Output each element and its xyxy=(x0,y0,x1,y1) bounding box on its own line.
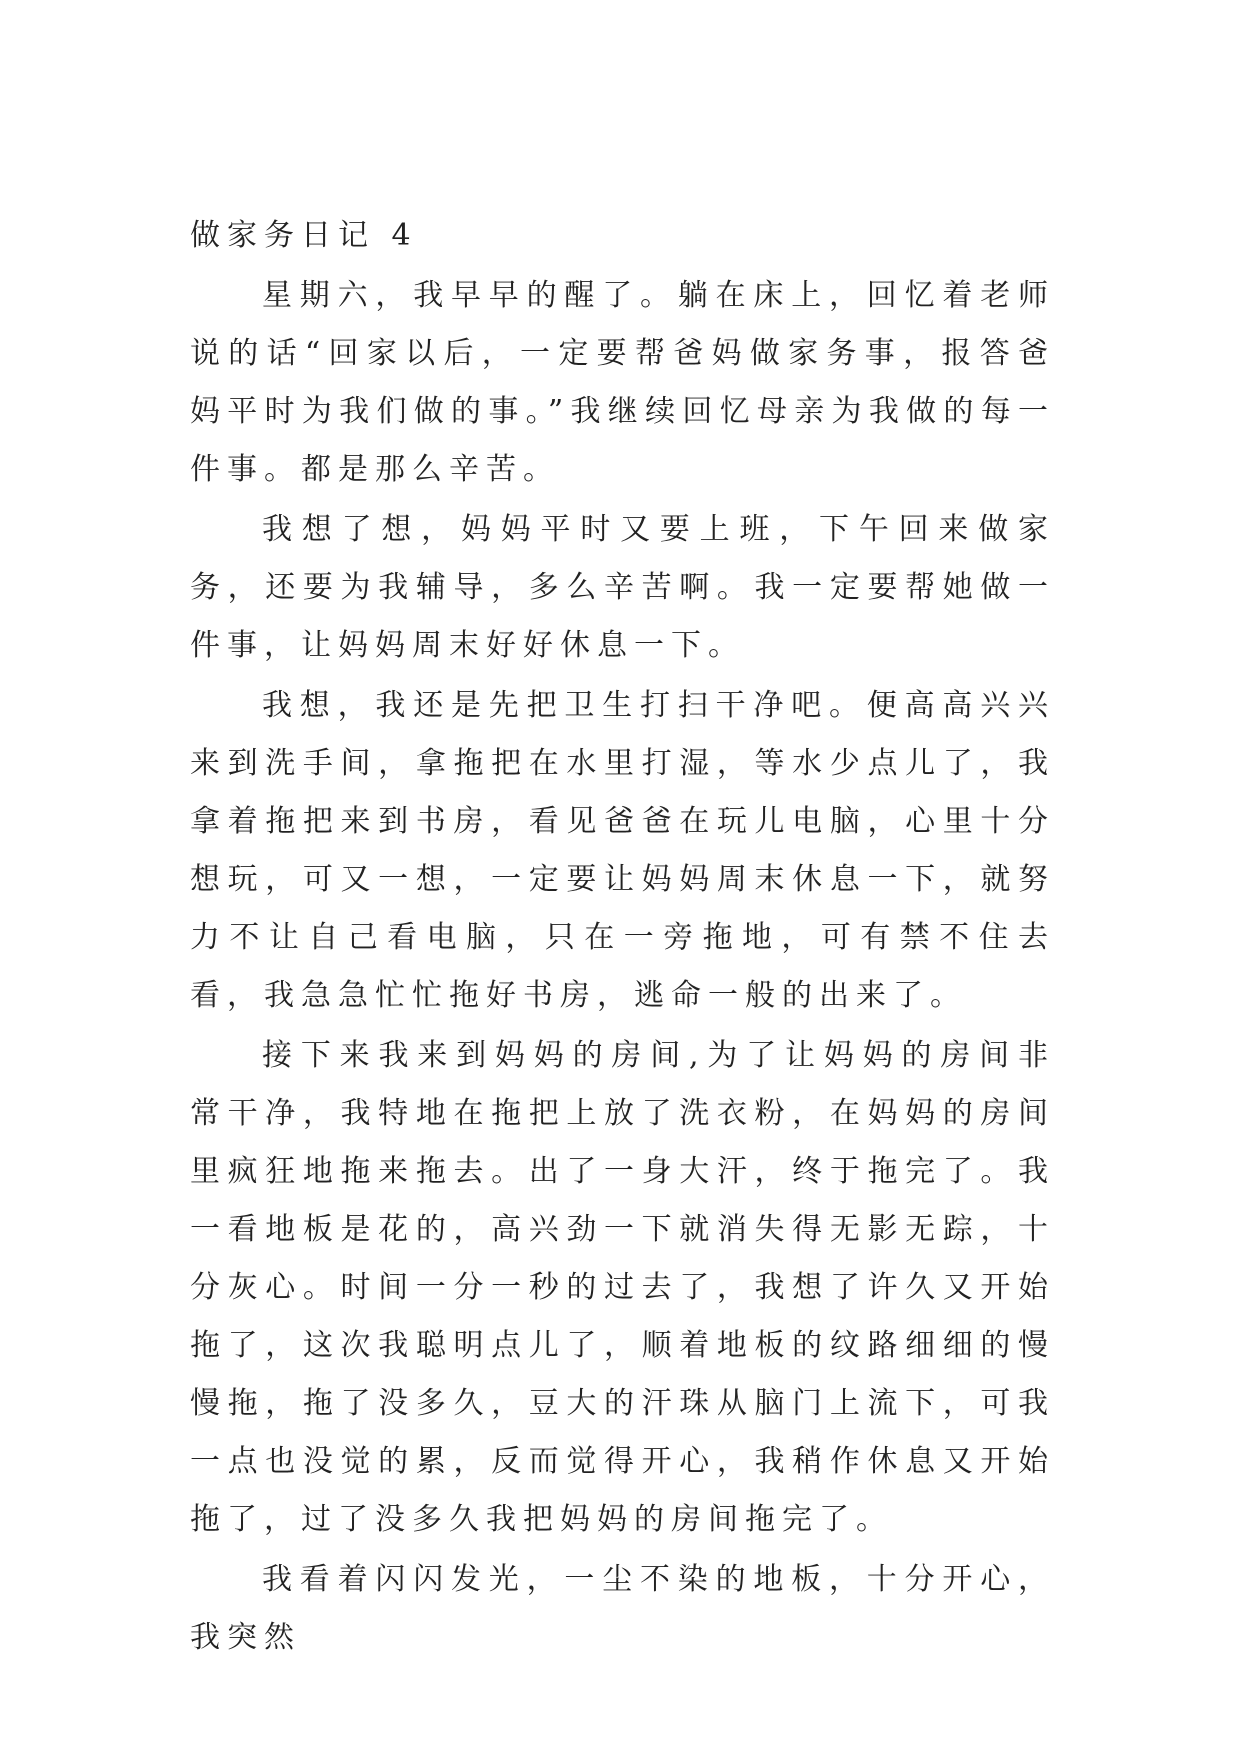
paragraph-5: 我看着闪闪发光，一尘不染的地板，十分开心，我突然 xyxy=(190,1562,1055,1655)
paragraph-4: 接下来我来到妈妈的房间,为了让妈妈的房间非常干净，我特地在拖把上放了洗衣粉，在妈妈的房间里疯狂地拖来拖去。出了一身大汗，终于拖完了。我一看地板是花的，高兴劲一下就消失得无影无踪，十分灰心。时间一分一秒的过去了，我想了许久又开始拖了，这次我聪明点儿了，顺着地板的纹路细细的慢慢拖，拖了没多久，豆大的汗珠从脑门上流下，可我一点也没觉的累，反而觉得开心，我稍作休息又开始拖了，过了没多久我把妈妈的房间拖完了。 xyxy=(190,1038,1055,1537)
document-title: 做家务日记 4 xyxy=(190,218,418,253)
paragraph-1: 星期六，我早早的醒了。躺在床上，回忆着老师说的话“回家以后，一定要帮爸妈做家务事，报答爸妈平时为我们做的事。”我继续回忆母亲为我做的每一件事。都是那么辛苦。 xyxy=(190,278,1055,487)
paragraph-2: 我想了想，妈妈平时又要上班，下午回来做家务，还要为我辅导，多么辛苦啊。我一定要帮她做一件事，让妈妈周末好好休息一下。 xyxy=(190,512,1055,663)
document-body xyxy=(190,207,1055,1669)
paragraph-3: 我想，我还是先把卫生打扫干净吧。便高高兴兴来到洗手间，拿拖把在水里打湿，等水少点儿了，我拿着拖把来到书房，看见爸爸在玩儿电脑，心里十分想玩，可又一想，一定要让妈妈周末休息一下，就努力不让自己看电脑，只在一旁拖地，可有禁不住去看，我急急忙忙拖好书房，逃命一般的出来了。 xyxy=(190,688,1055,1013)
